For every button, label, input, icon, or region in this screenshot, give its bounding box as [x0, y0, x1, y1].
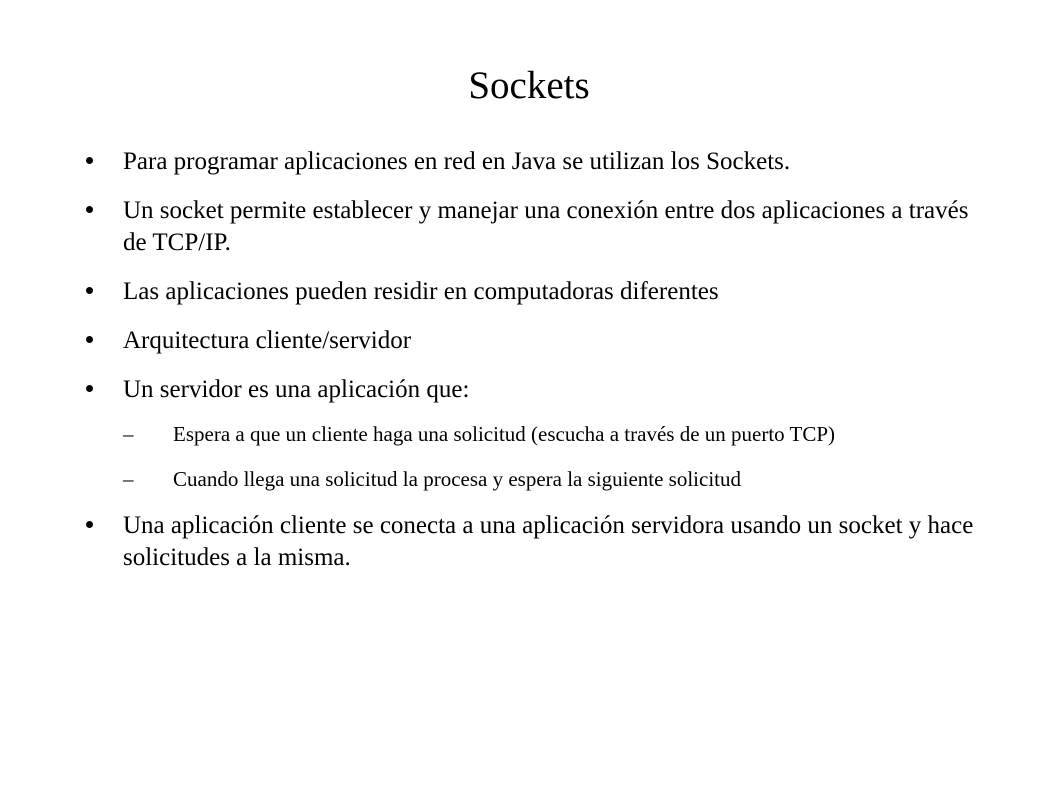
bullet-item [84, 325, 984, 357]
bullet-dot-icon [86, 385, 93, 392]
slide-title: Sockets [468, 64, 590, 107]
dash-icon: – [123, 467, 134, 491]
bullet-dot-icon [86, 206, 93, 213]
sub-bullet-text: Espera a que un cliente haga una solicitud (escucha a través de un puerto TCP) [173, 422, 836, 446]
bullet-list [84, 146, 984, 591]
bullet-dot-icon [86, 287, 93, 294]
bullet-item [84, 146, 984, 178]
bullet-dot-icon [86, 157, 93, 164]
bullet-dot-icon [86, 336, 93, 343]
bullet-text: Para programar aplicaciones en red en Java se utilizan los Sockets. [123, 148, 791, 175]
bullet-text: Un servidor es una aplicación que: [123, 376, 470, 403]
sub-bullet-item [123, 420, 984, 449]
bullet-text: Arquitectura cliente/servidor [123, 327, 412, 354]
sub-bullet-text: Cuando llega una solicitud la procesa y espera la siguiente solicitud [173, 467, 742, 491]
bullet-text: Las aplicaciones pueden residir en computadoras diferentes [123, 278, 719, 305]
bullet-text: Un socket permite establecer y manejar una conexión entre dos aplicaciones a través de TCP/IP. [123, 197, 969, 256]
sub-bullet-item [123, 465, 984, 494]
bullet-text: Una aplicación cliente se conecta a una aplicación servidora usando un socket y hace solicitudes a la misma. [123, 512, 974, 571]
bullet-item [84, 276, 984, 308]
dash-icon: – [123, 422, 134, 446]
bullet-item [84, 510, 984, 574]
bullet-item [84, 374, 984, 494]
bullet-dot-icon [86, 521, 93, 528]
bullet-item [84, 195, 984, 259]
sub-bullet-list [123, 420, 984, 494]
